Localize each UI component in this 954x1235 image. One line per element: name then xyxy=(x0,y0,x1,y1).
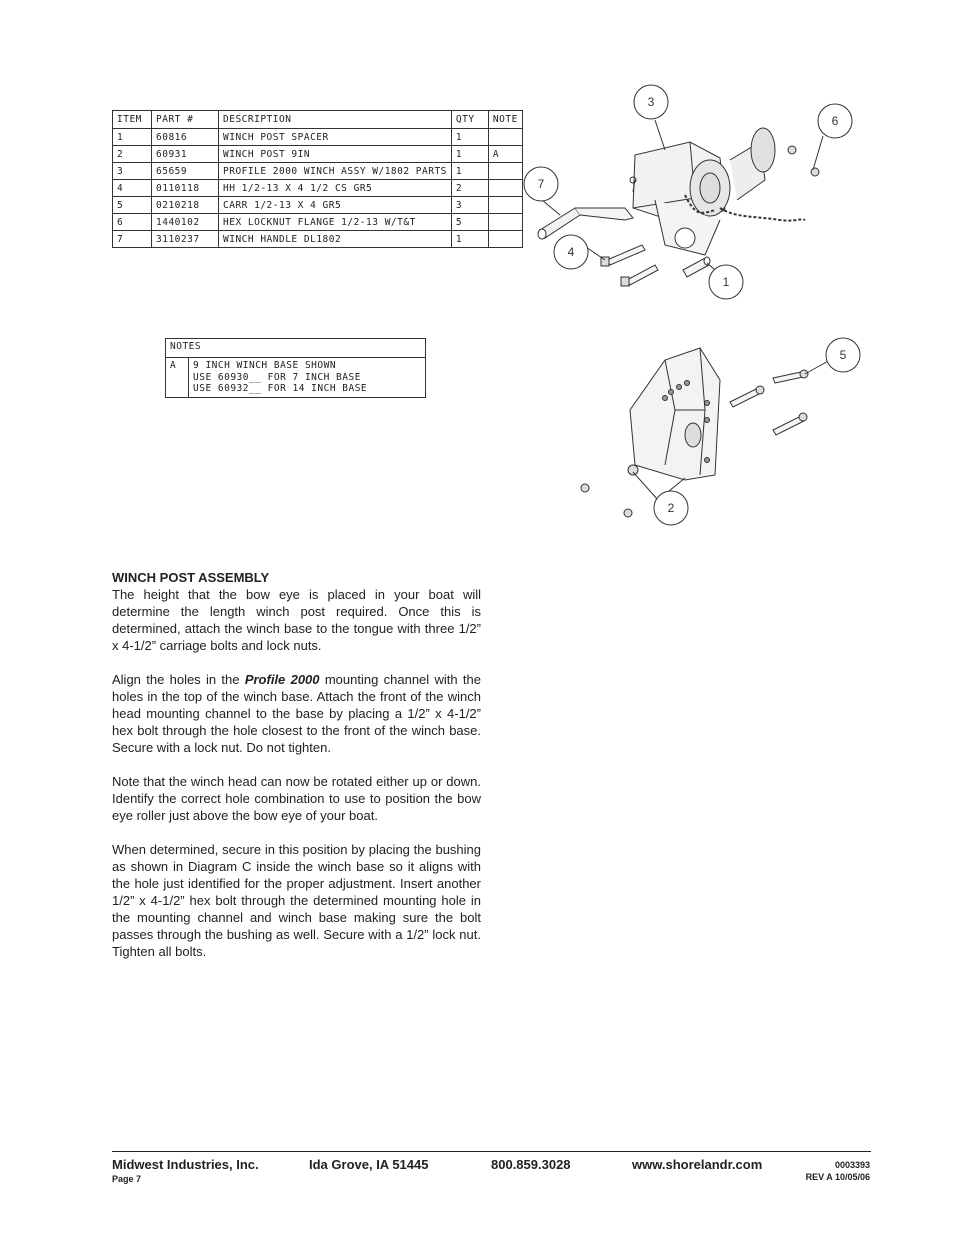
table-row xyxy=(113,231,523,248)
callout-4 xyxy=(554,235,588,269)
winch-handle-drawing xyxy=(538,208,633,239)
section-title: WINCH POST ASSEMBLY xyxy=(112,570,270,585)
callout-3 xyxy=(634,85,668,119)
note-line: 9 INCH WINCH BASE SHOWN xyxy=(193,360,337,371)
callout-label: 7 xyxy=(537,177,545,191)
cell-qty: 5 xyxy=(451,214,488,231)
callout-6 xyxy=(818,104,852,138)
cell-part: 65659 xyxy=(152,163,219,180)
parts-table-header xyxy=(113,111,523,129)
cell-qty: 1 xyxy=(451,231,488,248)
cell-item: 3 xyxy=(113,163,152,180)
paragraph xyxy=(112,671,481,756)
notes-table xyxy=(165,338,426,398)
header-note: NOTE xyxy=(488,111,522,129)
cell-item: 6 xyxy=(113,214,152,231)
spacer-drawing xyxy=(683,257,710,277)
cell-qty: 1 xyxy=(451,146,488,163)
locknut-drawing xyxy=(788,146,819,176)
cell-description: CARR 1/2-13 X 4 GR5 xyxy=(219,197,452,214)
paragraph: When determined, secure in this position by placing the bushing as shown in Diagram C inside the winch base so it aligns with the hole just identified for the proper adjustment. Insert another 1/2” x 4-1/2” hex bolt through the determined mounting hole in the mounting channel and winch base making sure the bolt passes through the bushing as well. Secure with a 1/2” lock nut. Tighten all bolts. xyxy=(112,842,481,959)
footer-city: Ida Grove, IA 51445 xyxy=(309,1157,429,1172)
header-qty: QTY xyxy=(451,111,488,129)
cell-part: 0110118 xyxy=(152,180,219,197)
header-part: PART # xyxy=(152,111,219,129)
cell-description: WINCH POST SPACER xyxy=(219,129,452,146)
cell-qty: 2 xyxy=(451,180,488,197)
cell-part: 3110237 xyxy=(152,231,219,248)
hex-bolt-drawing xyxy=(601,245,658,286)
callout-label: 2 xyxy=(667,501,675,515)
cell-item: 7 xyxy=(113,231,152,248)
notes-lines xyxy=(189,358,371,397)
footer-revision: REV A 10/05/06 xyxy=(805,1172,870,1182)
cell-description: HEX LOCKNUT FLANGE 1/2-13 W/T&T xyxy=(219,214,452,231)
callout-1 xyxy=(709,265,743,299)
callout-label: 6 xyxy=(831,114,839,128)
callout-label: 1 xyxy=(722,275,730,289)
callout-label: 5 xyxy=(839,348,847,362)
cell-qty: 1 xyxy=(451,163,488,180)
table-row xyxy=(113,180,523,197)
cell-note: A xyxy=(488,146,522,163)
cell-part: 60931 xyxy=(152,146,219,163)
cell-qty: 3 xyxy=(451,197,488,214)
product-name: Profile 2000 xyxy=(244,672,320,687)
header-item: ITEM xyxy=(113,111,152,129)
footer-divider xyxy=(112,1151,871,1152)
cell-item: 4 xyxy=(113,180,152,197)
cell-description: WINCH POST 9IN xyxy=(219,146,452,163)
notes-body xyxy=(166,358,425,397)
cell-part: 1440102 xyxy=(152,214,219,231)
cell-item: 2 xyxy=(113,146,152,163)
paragraph: The height that the bow eye is placed in your boat will determine the length winch post required. Once this is determined, attach the winch base to the tongue with three 1/2” x 4-1/2” carriage bolts and lock nuts. xyxy=(112,587,481,653)
callout-2 xyxy=(654,491,688,525)
exploded-parts-diagram xyxy=(515,80,875,530)
callout-label: 4 xyxy=(567,245,575,259)
footer-page-number: Page 7 xyxy=(112,1174,142,1184)
footer-company: Midwest Industries, Inc. xyxy=(112,1157,259,1172)
header-description: DESCRIPTION xyxy=(219,111,452,129)
cell-description: HH 1/2-13 X 4 1/2 CS GR5 xyxy=(219,180,452,197)
cell-item: 1 xyxy=(113,129,152,146)
cell-part: 0210218 xyxy=(152,197,219,214)
footer-doc-number: 0003393 xyxy=(834,1160,870,1170)
note-line: USE 60932__ FOR 14 INCH BASE xyxy=(193,383,368,394)
notes-key: A xyxy=(166,358,189,397)
paragraph: Note that the winch head can now be rotated either up or down. Identify the correct hole combination to use to position the bow eye roller just above the bow eye of your boat. xyxy=(112,774,481,823)
callout-label: 3 xyxy=(647,95,655,109)
paragraph-text: mounting channel with the holes in the top of the winch base. Attach the front of the winch head mounting channel to the base by placing a 1/2” x 4-1/2” hex bolt through the hole closest to the front of the winch base. Secure with a lock nut. Do not tighten. xyxy=(112,672,481,755)
cell-description: PROFILE 2000 WINCH ASSY W/1802 PARTS xyxy=(219,163,452,180)
cell-part: 60816 xyxy=(152,129,219,146)
table-row xyxy=(113,214,523,231)
cell-qty: 1 xyxy=(451,129,488,146)
callout-7 xyxy=(524,167,558,201)
footer-phone: 800.859.3028 xyxy=(491,1157,571,1172)
table-row xyxy=(113,146,523,163)
footer-website: www.shorelandr.com xyxy=(632,1157,763,1172)
note-line: USE 60930__ FOR 7 INCH BASE xyxy=(193,371,361,383)
winch-head-drawing xyxy=(630,128,775,255)
callout-5 xyxy=(826,338,860,372)
paragraph-text: Align the holes in the xyxy=(112,672,245,687)
parts-table xyxy=(112,110,523,248)
table-row xyxy=(113,197,523,214)
carriage-bolt-drawing xyxy=(730,370,808,435)
cell-item: 5 xyxy=(113,197,152,214)
notes-header: NOTES xyxy=(166,339,425,358)
cell-description: WINCH HANDLE DL1802 xyxy=(219,231,452,248)
table-row xyxy=(113,163,523,180)
instructions-section xyxy=(112,569,481,977)
table-row xyxy=(113,129,523,146)
